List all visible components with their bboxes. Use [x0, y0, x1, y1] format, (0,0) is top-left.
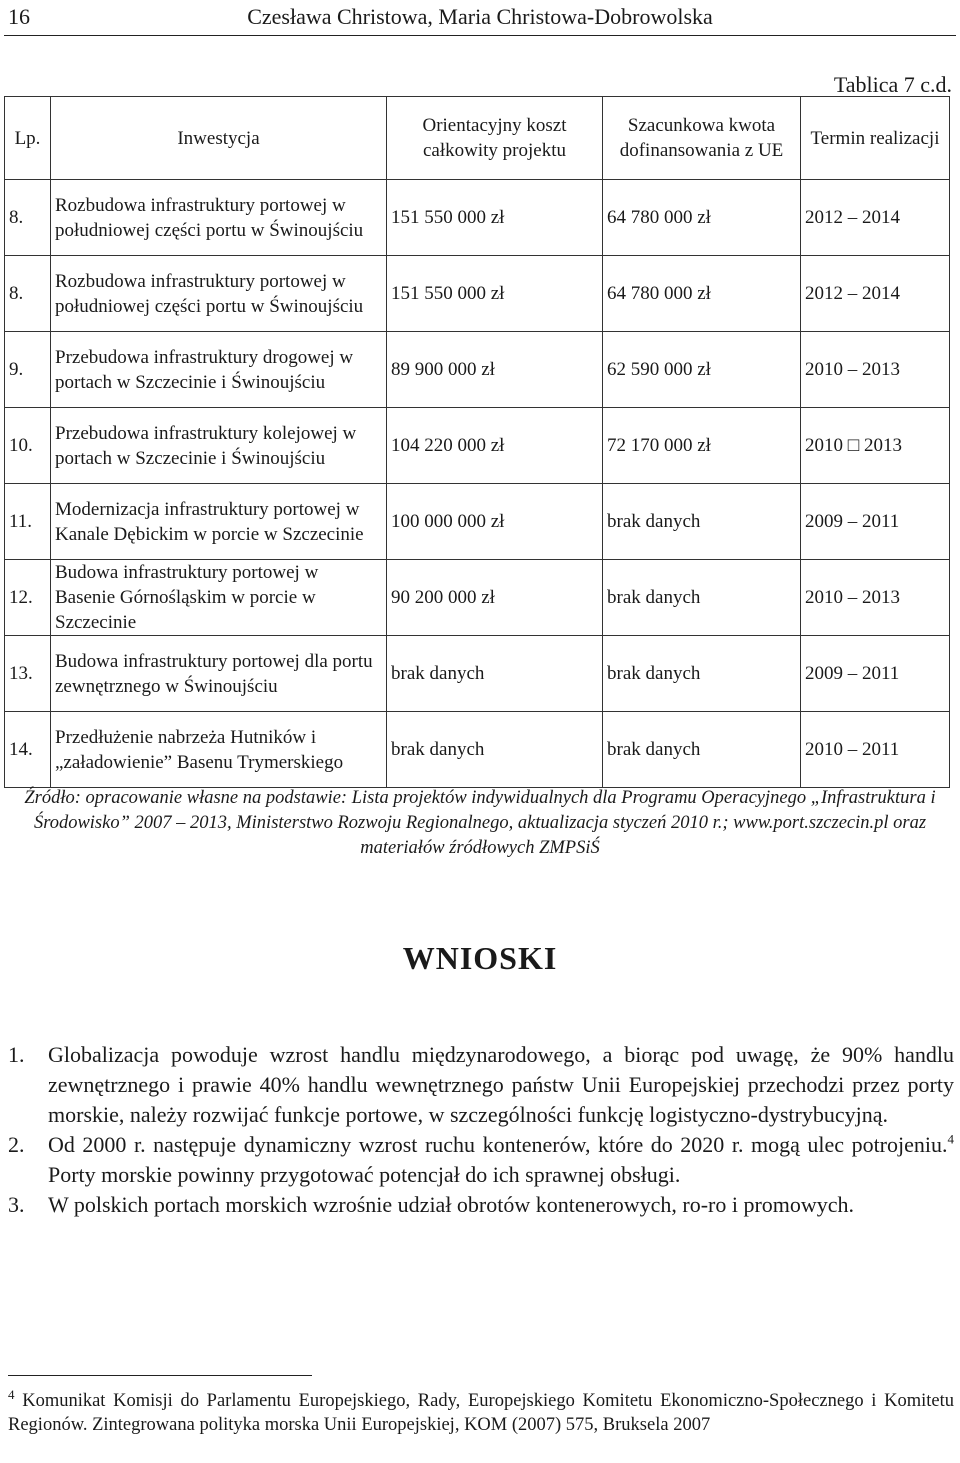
header-cofinancing: Szacunkowa kwota dofinansowania z UE [603, 97, 801, 180]
table-row [5, 560, 950, 636]
cell-term: 2010 □ 2013 [801, 408, 950, 484]
table-row [5, 636, 950, 712]
cell-cofinancing: 72 170 000 zł [603, 408, 801, 484]
section-heading: WNIOSKI [402, 940, 558, 976]
header-cost: Orientacyjny koszt całkowity projektu [387, 97, 603, 180]
footnote [8, 1386, 954, 1437]
cell-term: 2012 – 2014 [801, 256, 950, 332]
cell-cofinancing: brak danych [603, 560, 801, 636]
header-rule [4, 35, 956, 36]
header-term: Termin realizacji [801, 97, 950, 180]
running-title: Czesława Christowa, Maria Christowa-Dobrowolska [247, 4, 713, 29]
cell-cofinancing: brak danych [603, 636, 801, 712]
cell-term: 2010 – 2013 [801, 332, 950, 408]
table-row [5, 484, 950, 560]
list-item [8, 1190, 954, 1220]
cell-cofinancing: brak danych [603, 712, 801, 788]
list-item-text-part: Porty morskie powinny przygotować potencjał do ich sprawnej obsługi. [48, 1162, 681, 1187]
conclusions-list [8, 1040, 954, 1220]
page-number: 16 [8, 4, 30, 29]
footnote-reference[interactable]: 4 [947, 1131, 954, 1147]
list-item [8, 1040, 954, 1130]
cell-term: 2010 – 2013 [801, 560, 950, 636]
list-item-text: Globalizacja powoduje wzrost handlu międzynarodowego, a biorąc pod uwagę, że 90% handlu zewnętrznego i prawie 40% handlu wewnętrznego państw Unii Europejskiej przechodzi przez porty morskie, należy rozwijać funkcje portowe, w szczególności funkcję logistyczno-dystrybucyjną. [48, 1042, 954, 1127]
cell-investment: Przebudowa infrastruktury drogowej w portach w Szczecinie i Świnoujściu [51, 332, 387, 408]
table-row [5, 408, 950, 484]
list-item-number: 2. [8, 1132, 25, 1157]
footnote-rule [8, 1375, 312, 1376]
cell-cost: brak danych [387, 712, 603, 788]
table-row [5, 332, 950, 408]
table-row [5, 256, 950, 332]
list-item-text [48, 1130, 954, 1190]
list-item-number: 1. [8, 1042, 25, 1067]
table-header-row [5, 97, 950, 180]
cell-cofinancing: brak danych [603, 484, 801, 560]
cell-lp: 11. [5, 484, 51, 560]
cell-lp: 10. [5, 408, 51, 484]
cell-cost: brak danych [387, 636, 603, 712]
footnote-text: Komunikat Komisji do Parlamentu Europejskiego, Rady, Europejskiego Komitetu Ekonomiczno-Społecznego i Komitetu Regionów. Zintegrowana polityka morska Unii Europejskiej, KOM (2007) 575, Bruksela 2007 [8, 1391, 954, 1435]
cell-cofinancing: 62 590 000 zł [603, 332, 801, 408]
footnote-marker: 4 [8, 1386, 15, 1402]
cell-lp: 12. [5, 560, 51, 636]
table-row [5, 712, 950, 788]
cell-investment: Budowa infrastruktury portowej dla portu zewnętrznego w Świnoujściu [51, 636, 387, 712]
cell-lp: 8. [5, 256, 51, 332]
cell-investment: Rozbudowa infrastruktury portowej w południowej części portu w Świnoujściu [51, 180, 387, 256]
page-header [0, 0, 960, 38]
table-row [5, 180, 950, 256]
cell-term: 2009 – 2011 [801, 484, 950, 560]
cell-investment: Rozbudowa infrastruktury portowej w południowej części portu w Świnoujściu [51, 256, 387, 332]
header-investment: Inwestycja [51, 97, 387, 180]
cell-term: 2010 – 2011 [801, 712, 950, 788]
cell-cost: 100 000 000 zł [387, 484, 603, 560]
list-item [8, 1130, 954, 1190]
cell-investment: Modernizacja infrastruktury portowej w Kanale Dębickim w porcie w Szczecinie [51, 484, 387, 560]
cell-investment: Budowa infrastruktury portowej w Basenie Górnośląskim w porcie w Szczecinie [51, 560, 387, 636]
investments-table [4, 96, 950, 788]
cell-cofinancing: 64 780 000 zł [603, 256, 801, 332]
cell-investment: Przebudowa infrastruktury kolejowej w portach w Szczecinie i Świnoujściu [51, 408, 387, 484]
cell-cost: 90 200 000 zł [387, 560, 603, 636]
list-item-text: W polskich portach morskich wzrośnie udział obrotów kontenerowych, ro-ro i promowych. [48, 1192, 855, 1217]
cell-term: 2009 – 2011 [801, 636, 950, 712]
cell-cost: 151 550 000 zł [387, 180, 603, 256]
cell-lp: 14. [5, 712, 51, 788]
cell-cofinancing: 64 780 000 zł [603, 180, 801, 256]
cell-term: 2012 – 2014 [801, 180, 950, 256]
cell-lp: 13. [5, 636, 51, 712]
list-item-number: 3. [8, 1192, 25, 1217]
cell-cost: 89 900 000 zł [387, 332, 603, 408]
header-lp: Lp. [5, 97, 51, 180]
cell-investment: Przedłużenie nabrzeża Hutników i „załadowienie” Basenu Trymerskiego [51, 712, 387, 788]
cell-lp: 8. [5, 180, 51, 256]
list-item-text-part: Od 2000 r. następuje dynamiczny wzrost ruchu kontenerów, które do 2020 r. mogą ulec potrojeniu. [48, 1132, 948, 1157]
source-note: Źródło: opracowanie własne na podstawie: Lista projektów indywidualnych dla Programu Operacyjnego „Infrastruktura i Środowisko” 2007 – 2013, Ministerstwo Rozwoju Regionalnego, aktualizacja styczeń 2010 r.; www.port.szczecin.pl oraz materiałów źródłowych ZMPSiŚ [24, 788, 936, 858]
cell-cost: 151 550 000 zł [387, 256, 603, 332]
cell-lp: 9. [5, 332, 51, 408]
table-label: Tablica 7 c.d. [833, 72, 952, 97]
cell-cost: 104 220 000 zł [387, 408, 603, 484]
